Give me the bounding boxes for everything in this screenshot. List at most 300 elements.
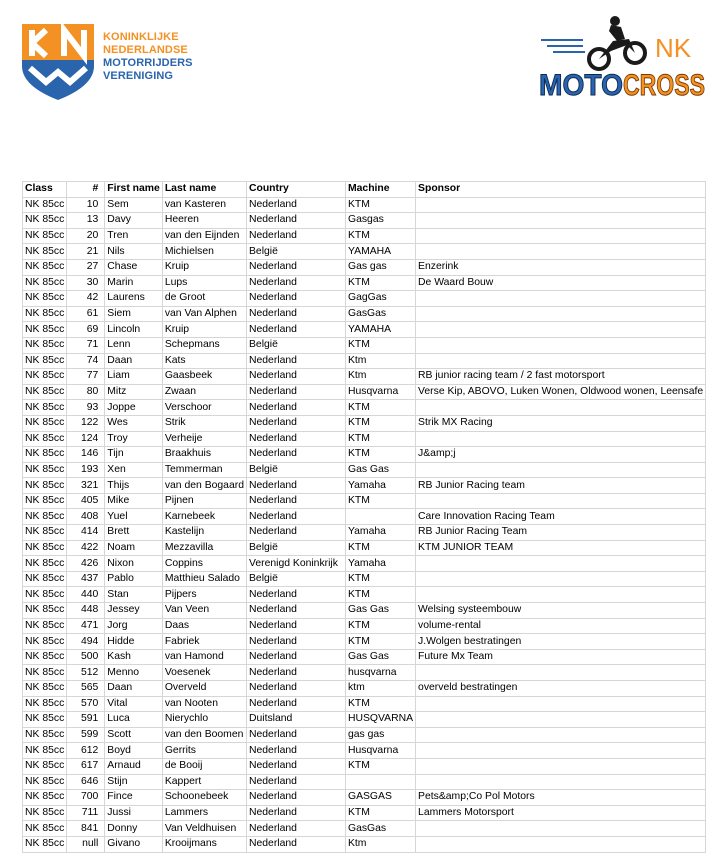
sponsor-cell: Future Mx Team [416, 649, 706, 665]
machine-cell: Husqvarna [345, 743, 415, 759]
machine-cell: ktm [345, 681, 415, 697]
col-last-name: Last name [162, 182, 246, 198]
table-row [23, 478, 706, 494]
country-cell: Nederland [246, 649, 345, 665]
sponsor-cell: RB Junior Racing Team [416, 525, 706, 541]
number-cell: 700 [67, 790, 105, 806]
machine-cell: gas gas [345, 727, 415, 743]
machine-cell: Ktm [345, 369, 415, 385]
table-row [23, 337, 706, 353]
class-cell: NK 85cc [23, 415, 67, 431]
number-cell: 405 [67, 493, 105, 509]
class-cell: NK 85cc [23, 743, 67, 759]
number-cell: 93 [67, 400, 105, 416]
country-cell: Verenigd Koninkrijk [246, 556, 345, 572]
table-row [23, 681, 706, 697]
country-cell: Nederland [246, 431, 345, 447]
class-cell: NK 85cc [23, 649, 67, 665]
table-row [23, 540, 706, 556]
country-cell: Nederland [246, 696, 345, 712]
last-name-cell: Van Veen [162, 603, 246, 619]
sponsor-cell: Strik MX Racing [416, 415, 706, 431]
country-cell: Nederland [246, 727, 345, 743]
machine-cell: husqvarna [345, 665, 415, 681]
number-cell: 591 [67, 712, 105, 728]
table-row [23, 603, 706, 619]
class-cell: NK 85cc [23, 447, 67, 463]
svg-text:CROSS: CROSS [623, 69, 705, 102]
class-cell: NK 85cc [23, 790, 67, 806]
machine-cell: KTM [345, 415, 415, 431]
first-name-cell: Marin [105, 275, 163, 291]
class-cell: NK 85cc [23, 712, 67, 728]
number-cell: 27 [67, 259, 105, 275]
country-cell: Nederland [246, 509, 345, 525]
sponsor-cell [416, 353, 706, 369]
last-name-cell: Schoonebeek [162, 790, 246, 806]
first-name-cell: Wes [105, 415, 163, 431]
machine-cell: Husqvarna [345, 384, 415, 400]
machine-cell: KTM [345, 805, 415, 821]
number-cell: 61 [67, 306, 105, 322]
last-name-cell: Mezzavilla [162, 540, 246, 556]
class-cell: NK 85cc [23, 478, 67, 494]
number-cell: 500 [67, 649, 105, 665]
machine-cell: YAMAHA [345, 244, 415, 260]
table-row [23, 649, 706, 665]
first-name-cell: Daan [105, 353, 163, 369]
class-cell: NK 85cc [23, 369, 67, 385]
number-cell: 841 [67, 821, 105, 837]
class-cell: NK 85cc [23, 603, 67, 619]
class-cell: NK 85cc [23, 587, 67, 603]
class-cell: NK 85cc [23, 275, 67, 291]
sponsor-cell [416, 462, 706, 478]
first-name-cell: Jessey [105, 603, 163, 619]
first-name-cell: Lenn [105, 337, 163, 353]
table-row [23, 556, 706, 572]
last-name-cell: Pijnen [162, 493, 246, 509]
last-name-cell: Gerrits [162, 743, 246, 759]
table-row [23, 743, 706, 759]
sponsor-cell: J.Wolgen bestratingen [416, 634, 706, 650]
class-cell: NK 85cc [23, 197, 67, 213]
class-cell: NK 85cc [23, 774, 67, 790]
machine-cell: KTM [345, 431, 415, 447]
table-row [23, 431, 706, 447]
col-number: # [67, 182, 105, 198]
first-name-cell: Mike [105, 493, 163, 509]
first-name-cell: Stan [105, 587, 163, 603]
machine-cell: KTM [345, 696, 415, 712]
country-cell: België [246, 571, 345, 587]
last-name-cell: Overveld [162, 681, 246, 697]
last-name-cell: Daas [162, 618, 246, 634]
class-cell: NK 85cc [23, 384, 67, 400]
last-name-cell: Gaasbeek [162, 369, 246, 385]
country-cell: Nederland [246, 821, 345, 837]
col-country: Country [246, 182, 345, 198]
class-cell: NK 85cc [23, 525, 67, 541]
class-cell: NK 85cc [23, 665, 67, 681]
country-cell: Duitsland [246, 712, 345, 728]
last-name-cell: Verheije [162, 431, 246, 447]
svg-text:MOTO: MOTO [539, 69, 623, 102]
class-cell: NK 85cc [23, 337, 67, 353]
table-row [23, 727, 706, 743]
last-name-cell: Krooijmans [162, 836, 246, 852]
sponsor-cell [416, 244, 706, 260]
machine-cell: YAMAHA [345, 322, 415, 338]
machine-cell: Gas Gas [345, 649, 415, 665]
number-cell: 10 [67, 197, 105, 213]
country-cell: Nederland [246, 384, 345, 400]
first-name-cell: Kash [105, 649, 163, 665]
country-cell: Nederland [246, 681, 345, 697]
number-cell: 440 [67, 587, 105, 603]
country-cell: Nederland [246, 774, 345, 790]
first-name-cell: Nixon [105, 556, 163, 572]
country-cell: Nederland [246, 665, 345, 681]
class-cell: NK 85cc [23, 213, 67, 229]
class-cell: NK 85cc [23, 836, 67, 852]
machine-cell [345, 509, 415, 525]
last-name-cell: Van Veldhuisen [162, 821, 246, 837]
table-row [23, 197, 706, 213]
last-name-cell: van den Bogaard [162, 478, 246, 494]
table-row [23, 571, 706, 587]
last-name-cell: Pijpers [162, 587, 246, 603]
last-name-cell: Lammers [162, 805, 246, 821]
table-row [23, 384, 706, 400]
machine-cell: GagGas [345, 291, 415, 307]
last-name-cell: Michielsen [162, 244, 246, 260]
knmv-logo [18, 20, 98, 102]
class-cell: NK 85cc [23, 244, 67, 260]
last-name-cell: van Van Alphen [162, 306, 246, 322]
class-cell: NK 85cc [23, 228, 67, 244]
sponsor-cell [416, 571, 706, 587]
country-cell: Nederland [246, 634, 345, 650]
number-cell: 124 [67, 431, 105, 447]
country-cell: Nederland [246, 275, 345, 291]
sponsor-cell [416, 696, 706, 712]
machine-cell: KTM [345, 275, 415, 291]
last-name-cell: de Groot [162, 291, 246, 307]
machine-cell: KTM [345, 447, 415, 463]
table-row [23, 353, 706, 369]
table-row [23, 790, 706, 806]
number-cell: 80 [67, 384, 105, 400]
sponsor-cell: RB Junior Racing team [416, 478, 706, 494]
last-name-cell: Strik [162, 415, 246, 431]
sponsor-cell [416, 758, 706, 774]
sponsor-cell [416, 712, 706, 728]
sponsor-cell: Welsing systeembouw [416, 603, 706, 619]
last-name-cell: Zwaan [162, 384, 246, 400]
sponsor-cell [416, 228, 706, 244]
machine-cell: GasGas [345, 306, 415, 322]
country-cell: Nederland [246, 618, 345, 634]
class-cell: NK 85cc [23, 400, 67, 416]
number-cell: 565 [67, 681, 105, 697]
first-name-cell: Jorg [105, 618, 163, 634]
table-row [23, 805, 706, 821]
number-cell: 30 [67, 275, 105, 291]
last-name-cell: Nierychlo [162, 712, 246, 728]
first-name-cell: Noam [105, 540, 163, 556]
country-cell: Nederland [246, 587, 345, 603]
country-cell: Nederland [246, 478, 345, 494]
country-cell: Nederland [246, 322, 345, 338]
number-cell: 122 [67, 415, 105, 431]
machine-cell: Gas Gas [345, 462, 415, 478]
class-cell: NK 85cc [23, 306, 67, 322]
country-cell: Nederland [246, 805, 345, 821]
first-name-cell: Siem [105, 306, 163, 322]
knmv-name: KONINKLIJKE NEDERLANDSE MOTORRIJDERS VERENIGING [103, 31, 193, 82]
number-cell: null [67, 836, 105, 852]
sponsor-cell: J&amp;j [416, 447, 706, 463]
table-row [23, 369, 706, 385]
class-cell: NK 85cc [23, 571, 67, 587]
sponsor-cell: overveld bestratingen [416, 681, 706, 697]
number-cell: 77 [67, 369, 105, 385]
sponsor-cell [416, 291, 706, 307]
machine-cell: Ktm [345, 836, 415, 852]
first-name-cell: Givano [105, 836, 163, 852]
number-cell: 408 [67, 509, 105, 525]
first-name-cell: Sem [105, 197, 163, 213]
machine-cell: Gasgas [345, 213, 415, 229]
table-row [23, 322, 706, 338]
last-name-cell: Schepmans [162, 337, 246, 353]
first-name-cell: Laurens [105, 291, 163, 307]
first-name-cell: Mitz [105, 384, 163, 400]
machine-cell: Ktm [345, 353, 415, 369]
number-cell: 570 [67, 696, 105, 712]
class-cell: NK 85cc [23, 353, 67, 369]
table-row [23, 525, 706, 541]
class-cell: NK 85cc [23, 805, 67, 821]
table-row [23, 228, 706, 244]
machine-cell: Yamaha [345, 556, 415, 572]
machine-cell: Gas Gas [345, 603, 415, 619]
country-cell: Nederland [246, 743, 345, 759]
sponsor-cell [416, 493, 706, 509]
country-cell: Nederland [246, 353, 345, 369]
table-row [23, 462, 706, 478]
number-cell: 599 [67, 727, 105, 743]
table-row [23, 275, 706, 291]
table-row [23, 259, 706, 275]
first-name-cell: Tren [105, 228, 163, 244]
number-cell: 711 [67, 805, 105, 821]
class-cell: NK 85cc [23, 727, 67, 743]
country-cell: Nederland [246, 306, 345, 322]
first-name-cell: Joppe [105, 400, 163, 416]
number-cell: 74 [67, 353, 105, 369]
country-cell: Nederland [246, 213, 345, 229]
last-name-cell: Fabriek [162, 634, 246, 650]
first-name-cell: Jussi [105, 805, 163, 821]
sponsor-cell [416, 727, 706, 743]
table-row [23, 400, 706, 416]
last-name-cell: Kruip [162, 322, 246, 338]
machine-cell: KTM [345, 228, 415, 244]
country-cell: Nederland [246, 369, 345, 385]
sponsor-cell [416, 337, 706, 353]
last-name-cell: Kappert [162, 774, 246, 790]
last-name-cell: Coppins [162, 556, 246, 572]
number-cell: 20 [67, 228, 105, 244]
col-machine: Machine [345, 182, 415, 198]
machine-cell: HUSQVARNA [345, 712, 415, 728]
country-cell: Nederland [246, 758, 345, 774]
first-name-cell: Thijs [105, 478, 163, 494]
sponsor-cell [416, 774, 706, 790]
sponsor-cell: volume-rental [416, 618, 706, 634]
country-cell: Nederland [246, 790, 345, 806]
table-row [23, 493, 706, 509]
sponsor-cell: Enzerink [416, 259, 706, 275]
first-name-cell: Davy [105, 213, 163, 229]
class-cell: NK 85cc [23, 493, 67, 509]
country-cell: Nederland [246, 493, 345, 509]
number-cell: 494 [67, 634, 105, 650]
table-row [23, 712, 706, 728]
last-name-cell: van Hamond [162, 649, 246, 665]
sponsor-cell: KTM JUNIOR TEAM [416, 540, 706, 556]
machine-cell: GASGAS [345, 790, 415, 806]
country-cell: Nederland [246, 415, 345, 431]
sponsor-cell [416, 743, 706, 759]
sponsor-cell [416, 556, 706, 572]
last-name-cell: Voesenek [162, 665, 246, 681]
country-cell: Nederland [246, 197, 345, 213]
class-cell: NK 85cc [23, 462, 67, 478]
country-cell: Nederland [246, 525, 345, 541]
country-cell: Nederland [246, 291, 345, 307]
country-cell: Nederland [246, 603, 345, 619]
number-cell: 646 [67, 774, 105, 790]
table-row [23, 509, 706, 525]
table-header-row [23, 182, 706, 198]
first-name-cell: Luca [105, 712, 163, 728]
number-cell: 448 [67, 603, 105, 619]
last-name-cell: van den Eijnden [162, 228, 246, 244]
class-cell: NK 85cc [23, 431, 67, 447]
number-cell: 612 [67, 743, 105, 759]
class-cell: NK 85cc [23, 509, 67, 525]
table-row [23, 415, 706, 431]
first-name-cell: Yuel [105, 509, 163, 525]
first-name-cell: Brett [105, 525, 163, 541]
class-cell: NK 85cc [23, 322, 67, 338]
number-cell: 512 [67, 665, 105, 681]
machine-cell: KTM [345, 493, 415, 509]
country-cell: België [246, 244, 345, 260]
col-sponsor: Sponsor [416, 182, 706, 198]
class-cell: NK 85cc [23, 618, 67, 634]
class-cell: NK 85cc [23, 259, 67, 275]
table-row [23, 618, 706, 634]
machine-cell: Yamaha [345, 525, 415, 541]
first-name-cell: Boyd [105, 743, 163, 759]
machine-cell: KTM [345, 634, 415, 650]
first-name-cell: Daan [105, 681, 163, 697]
last-name-cell: Karnebeek [162, 509, 246, 525]
first-name-cell: Menno [105, 665, 163, 681]
table-row [23, 696, 706, 712]
first-name-cell: Chase [105, 259, 163, 275]
machine-cell: KTM [345, 337, 415, 353]
last-name-cell: Heeren [162, 213, 246, 229]
machine-cell: Yamaha [345, 478, 415, 494]
number-cell: 617 [67, 758, 105, 774]
number-cell: 69 [67, 322, 105, 338]
col-class: Class [23, 182, 67, 198]
class-cell: NK 85cc [23, 696, 67, 712]
class-cell: NK 85cc [23, 634, 67, 650]
last-name-cell: Kastelijn [162, 525, 246, 541]
first-name-cell: Hidde [105, 634, 163, 650]
first-name-cell: Stijn [105, 774, 163, 790]
class-cell: NK 85cc [23, 681, 67, 697]
sponsor-cell [416, 587, 706, 603]
sponsor-cell [416, 665, 706, 681]
country-cell: Nederland [246, 228, 345, 244]
number-cell: 42 [67, 291, 105, 307]
number-cell: 146 [67, 447, 105, 463]
country-cell: België [246, 337, 345, 353]
sponsor-cell: De Waard Bouw [416, 275, 706, 291]
col-first-name: First name [105, 182, 163, 198]
last-name-cell: van Kasteren [162, 197, 246, 213]
sponsor-cell [416, 197, 706, 213]
class-cell: NK 85cc [23, 758, 67, 774]
sponsor-cell: Lammers Motorsport [416, 805, 706, 821]
sponsor-cell: Care Innovation Racing Team [416, 509, 706, 525]
first-name-cell: Liam [105, 369, 163, 385]
machine-cell: KTM [345, 400, 415, 416]
number-cell: 422 [67, 540, 105, 556]
sponsor-cell: Pets&amp;Co Pol Motors [416, 790, 706, 806]
first-name-cell: Arnaud [105, 758, 163, 774]
table-row [23, 306, 706, 322]
table-row [23, 291, 706, 307]
number-cell: 71 [67, 337, 105, 353]
last-name-cell: Verschoor [162, 400, 246, 416]
first-name-cell: Vital [105, 696, 163, 712]
last-name-cell: Matthieu Salado [162, 571, 246, 587]
first-name-cell: Lincoln [105, 322, 163, 338]
class-cell: NK 85cc [23, 821, 67, 837]
class-cell: NK 85cc [23, 540, 67, 556]
table-row [23, 774, 706, 790]
country-cell: België [246, 462, 345, 478]
table-row [23, 244, 706, 260]
country-cell: Nederland [246, 259, 345, 275]
machine-cell: Gas gas [345, 259, 415, 275]
first-name-cell: Nils [105, 244, 163, 260]
last-name-cell: Kruip [162, 259, 246, 275]
number-cell: 193 [67, 462, 105, 478]
sponsor-cell [416, 431, 706, 447]
first-name-cell: Tijn [105, 447, 163, 463]
table-row [23, 447, 706, 463]
machine-cell: KTM [345, 540, 415, 556]
